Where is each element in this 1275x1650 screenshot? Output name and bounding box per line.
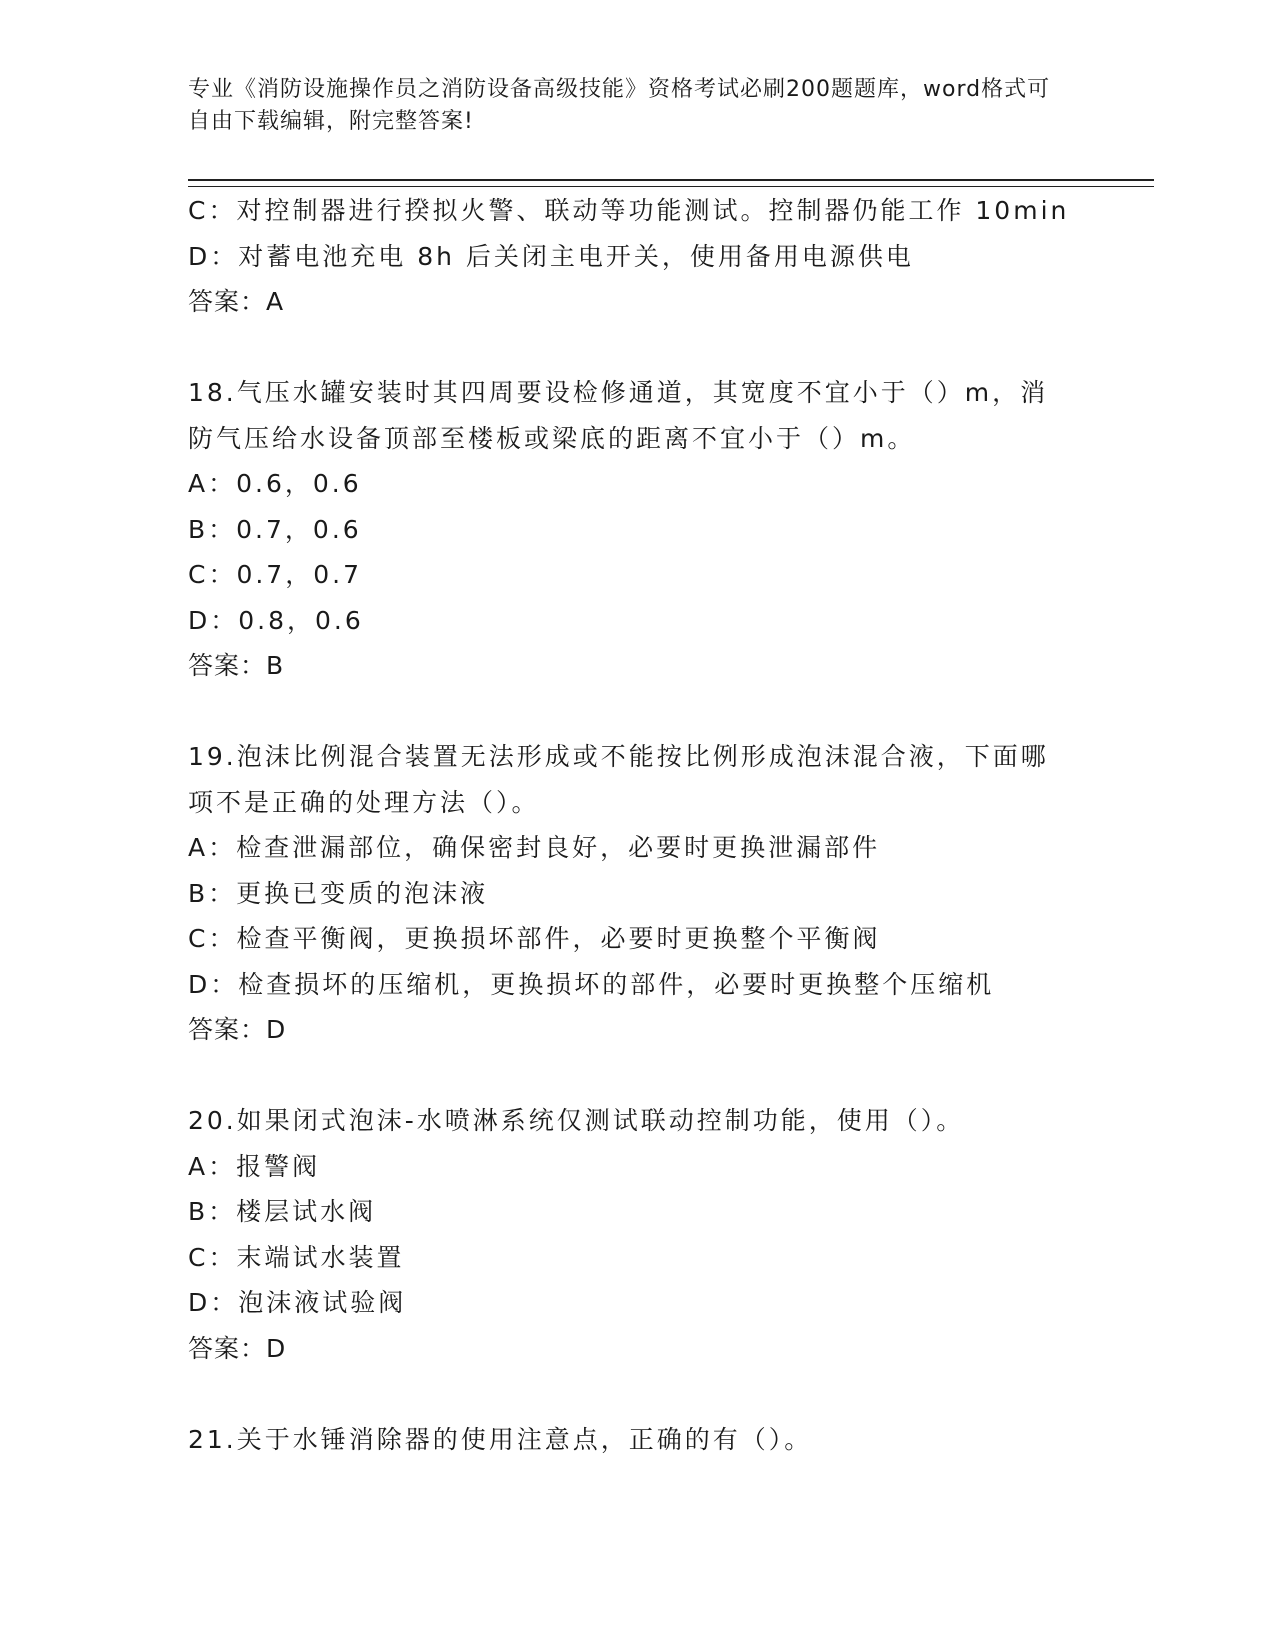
question-list [188,188,1088,1462]
question-18 [188,370,1088,689]
answer: 答案：B [188,651,285,680]
option-a: A：报警阀 [188,1151,321,1181]
option-c: C：0.7，0.7 [188,560,362,589]
header-rule [188,179,1154,187]
option-a: A：检查泄漏部位，确保密封良好，必要时更换泄漏部件 [188,833,881,862]
spacer [188,689,1088,735]
question-title-line: 项不是正确的处理方法（）。 [188,787,540,817]
option-c: C：末端试水装置 [188,1242,405,1272]
option-d: D：对蓄电池充电 8h 后关闭主电开关，使用备用电源供电 [188,241,914,271]
option-d: D：0.8，0.6 [188,605,364,635]
question-title-line: 19.泡沫比例混合装置无法形成或不能按比例形成泡沫混合液，下面哪 [188,742,1049,771]
question-19 [188,734,1088,1053]
spacer [188,325,1088,371]
question-20 [188,1098,1088,1371]
option-b: B：更换已变质的泡沫液 [188,878,489,908]
answer: 答案：D [188,1015,287,1044]
answer: 答案：D [188,1333,287,1363]
question-title-line: 20.如果闭式泡沫-水喷淋系统仅测试联动控制功能，使用（）。 [188,1106,965,1135]
question-title-line: 防气压给水设备顶部至楼板或梁底的距离不宜小于（）m。 [188,423,916,453]
option-c: C：对控制器进行揆拟火警、联动等功能测试。控制器仍能工作 10min [188,196,1070,225]
option-b: B：0.7，0.6 [188,514,362,544]
question-title-line: 18.气压水罐安装时其四周要设检修通道，其宽度不宜小于（）m，消 [188,378,1049,407]
spacer [188,1371,1088,1417]
header-text: 专业《消防设施操作员之消防设备高级技能》资格考试必刷200题题库，word格式可自由下载编辑，附完整答案! [188,77,1051,134]
spacer [188,1053,1088,1099]
question-21 [188,1417,1088,1463]
question-17-continuation [188,188,1088,325]
question-title-line: 21.关于水锤消除器的使用注意点，正确的有（）。 [188,1424,813,1454]
option-a: A：0.6，0.6 [188,469,362,498]
option-d: D：泡沫液试验阀 [188,1288,407,1317]
option-b: B：楼层试水阀 [188,1197,377,1226]
option-c: C：检查平衡阀，更换损坏部件，必要时更换整个平衡阀 [188,924,881,953]
answer: 答案：A [188,287,285,316]
page-header [188,74,1068,138]
option-d: D：检查损坏的压缩机，更换损坏的部件，必要时更换整个压缩机 [188,969,995,999]
